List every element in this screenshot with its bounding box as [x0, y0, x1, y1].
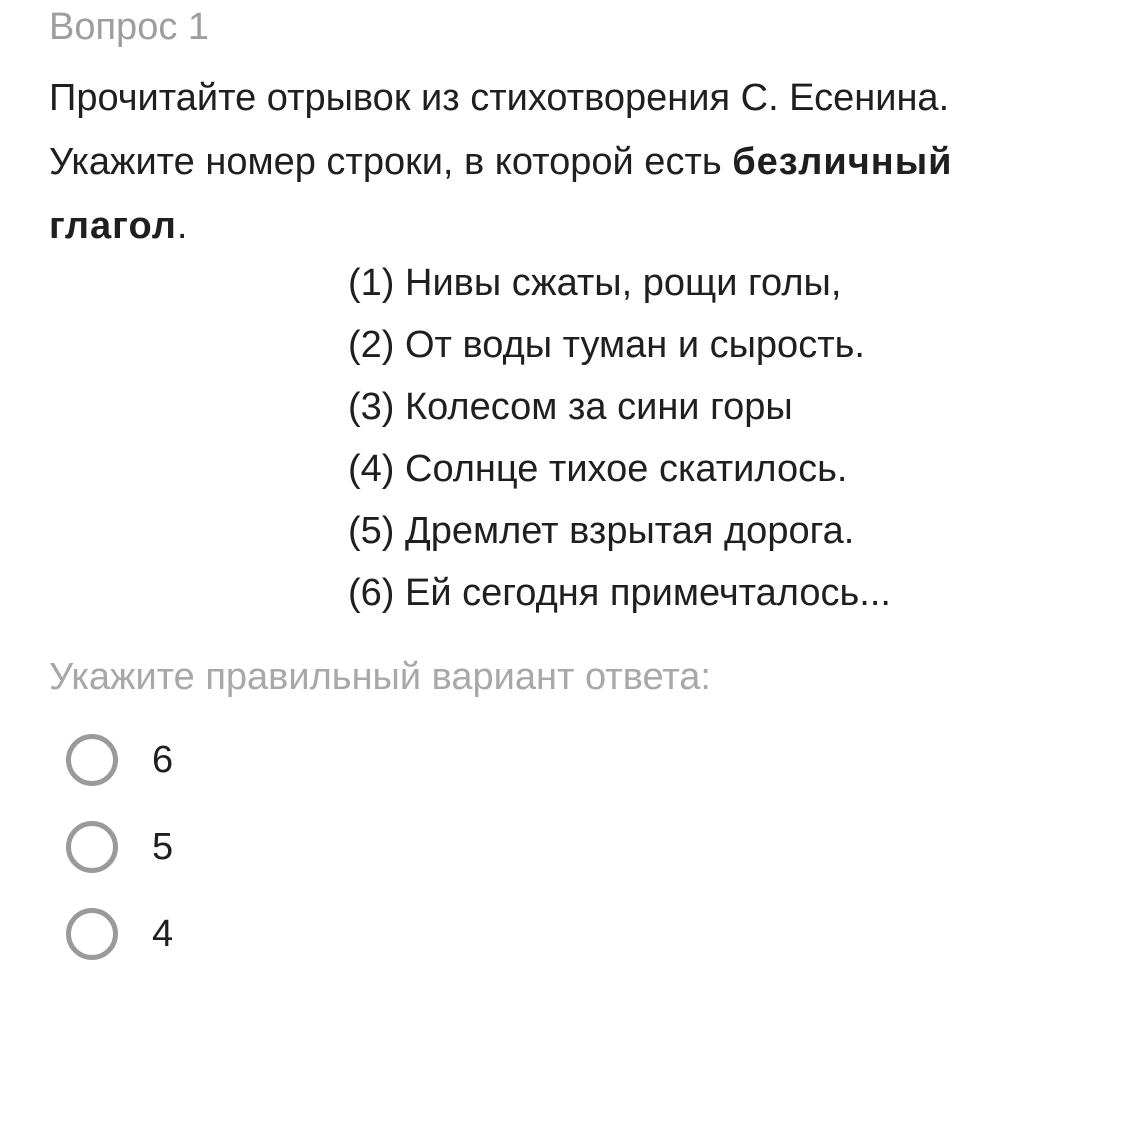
answer-option-6[interactable] [66, 730, 173, 790]
radio-button[interactable] [66, 821, 118, 873]
question-text [49, 66, 1089, 258]
poem-line: (5) Дремлет взрытая дорога. [348, 510, 855, 552]
answer-prompt: Укажите правильный вариант ответа: [49, 656, 711, 698]
poem-line: (2) От воды туман и сырость. [348, 324, 865, 366]
poem-line: (4) Солнце тихое скатилось. [348, 448, 848, 490]
question-number: Вопрос 1 [49, 6, 210, 48]
poem-line: (6) Ей сегодня примечталось... [348, 572, 891, 614]
poem-line: (1) Нивы сжаты, рощи голы, [348, 262, 842, 304]
question-text-bold: безличный глагол [49, 141, 953, 247]
answer-option-5[interactable] [66, 817, 173, 877]
answer-option-label: 5 [152, 826, 174, 868]
poem-excerpt [348, 252, 891, 624]
answer-option-label: 4 [152, 913, 174, 955]
answer-option-4[interactable] [66, 904, 173, 964]
answer-options [66, 730, 173, 991]
radio-button[interactable] [66, 734, 118, 786]
radio-button[interactable] [66, 908, 118, 960]
answer-option-label: 6 [152, 739, 174, 781]
question-text-part1: Прочитайте отрывок из стихотворения С. Есенина. Укажите номер строки, в которой есть [49, 77, 950, 183]
question-text-part2: . [176, 205, 188, 247]
poem-line: (3) Колесом за сини горы [348, 386, 793, 428]
